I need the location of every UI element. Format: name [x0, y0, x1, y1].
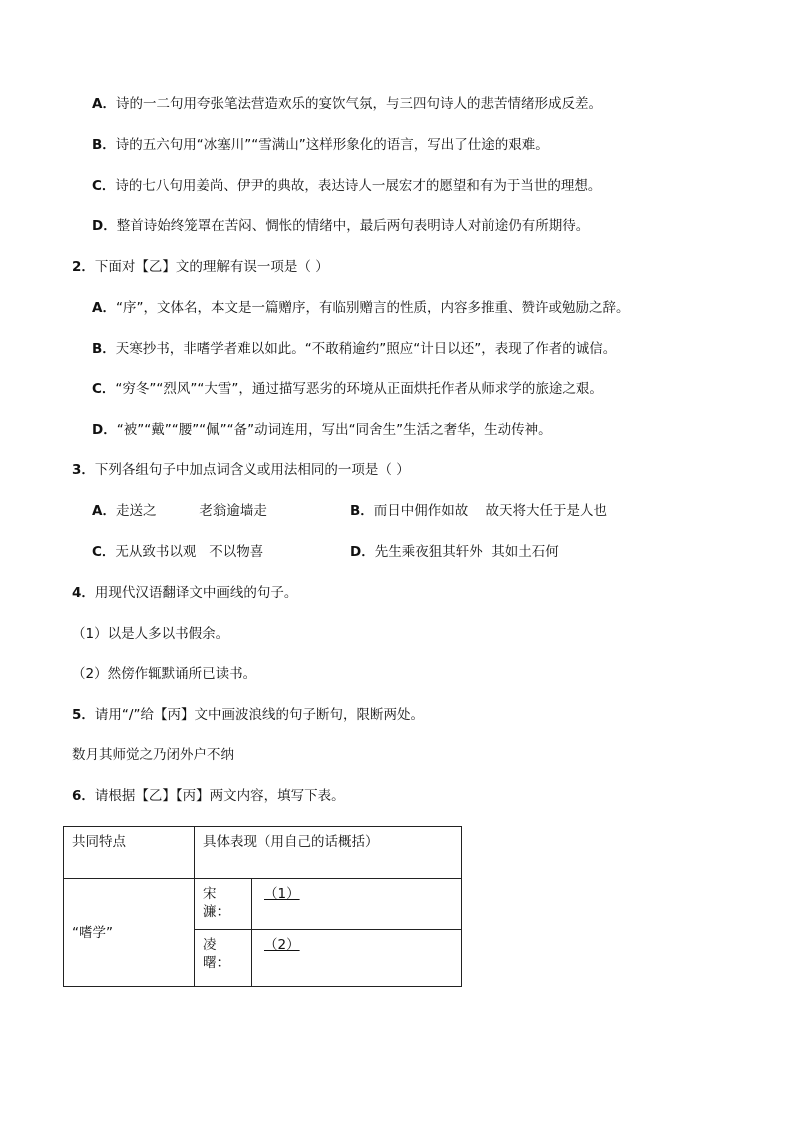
q1-option-c: [92, 177, 601, 195]
option-label: D．: [350, 544, 375, 560]
q1-option-a: [92, 95, 602, 113]
q1-option-b: [92, 136, 549, 154]
option-text: “序”，文体名，本文是一篇赠序，有临别赠言的性质，内容多推重、赞许或勉励之辞。: [115, 300, 630, 316]
q3-option-c: [92, 543, 263, 561]
option-text: 整首诗始终笼罩在苦闷、惆怅的情绪中，最后两句表明诗人对前途仍有所期待。: [116, 218, 590, 234]
question-number: 3．: [72, 462, 95, 478]
option-text: “穷冬”“烈风”“大雪”，通过描写恶劣的环境从正面烘托作者从师求学的旅途之艰。: [115, 381, 603, 397]
q2-option-d: [92, 421, 552, 439]
option-label: B．: [92, 341, 116, 357]
option-label: B．: [92, 137, 116, 153]
option-text: 先生乘夜狙其轩外 其如土石何: [374, 544, 559, 560]
q4-stem: [72, 584, 297, 602]
question-text: 下列各组句子中加点词含义或用法相同的一项是（ ）: [94, 462, 410, 478]
q2-option-a: [92, 299, 629, 317]
entry-name: 凌曙：: [195, 930, 252, 987]
question-text: 下面对【乙】文的理解有误一项是（ ）: [94, 259, 329, 275]
header-common-trait: 共同特点: [64, 827, 195, 879]
option-text: 天寒抄书，非嗜学者难以如此。“不敢稍逾约”照应“计日以还”，表现了作者的诚信。: [115, 341, 617, 357]
option-text: 而日中佣作如故 故天将大任于是人也: [373, 503, 607, 519]
question-number: 5．: [72, 707, 95, 723]
option-text: 走送之 老翁逾墙走: [115, 503, 267, 519]
question-number: 4．: [72, 585, 95, 601]
answer-blank-2[interactable]: （2）: [264, 937, 300, 953]
q4-item-1: （1）以是人多以书假余。: [72, 626, 230, 642]
question-number: 2．: [72, 259, 95, 275]
table-row: [64, 879, 462, 930]
header-specific-performance: 具体表现（用自己的话概括）: [195, 827, 462, 879]
option-label: A．: [92, 300, 116, 316]
answer-table: [63, 826, 462, 987]
option-text: “被”“戴”“腰”“佩”“备”动词连用，写出“同舍生”生活之奢华，生动传神。: [116, 422, 552, 438]
q2-option-c: [92, 380, 603, 398]
question-text: 请根据【乙】【丙】两文内容，填写下表。: [94, 788, 345, 804]
option-label: D．: [92, 422, 117, 438]
question-text: 请用“/”给【丙】文中画波浪线的句子断句，限断两处。: [94, 707, 424, 723]
q3-option-d: [350, 543, 559, 561]
q4-item-2: （2）然傍作辄默诵所已读书。: [72, 666, 257, 682]
entry-answer-cell[interactable]: [252, 930, 462, 987]
q3-stem: [72, 461, 410, 479]
question-number: 6．: [72, 788, 95, 804]
row-label-shixue: “嗜学”: [64, 879, 195, 987]
q3-option-a: [92, 502, 267, 520]
entry-answer-cell[interactable]: [252, 879, 462, 930]
table-header-row: [64, 827, 462, 879]
q5-sentence: 数月其师觉之乃闭外户不纳: [72, 747, 234, 763]
option-label: B．: [350, 503, 374, 519]
option-label: C．: [92, 544, 116, 560]
q5-stem: [72, 706, 424, 724]
answer-blank-1[interactable]: （1）: [264, 886, 300, 902]
entry-name: 宋濂：: [195, 879, 252, 930]
option-label: C．: [92, 381, 116, 397]
option-text: 诗的七八句用姜尚、伊尹的典故，表达诗人一展宏才的愿望和有为于当世的理想。: [115, 178, 602, 194]
q1-option-d: [92, 217, 589, 235]
option-label: A．: [92, 96, 116, 112]
q6-stem: [72, 787, 345, 805]
option-label: C．: [92, 178, 116, 194]
option-label: D．: [92, 218, 117, 234]
option-text: 无从致书以观 不以物喜: [115, 544, 264, 560]
q3-option-b: [350, 502, 607, 520]
q2-option-b: [92, 340, 616, 358]
question-text: 用现代汉语翻译文中画线的句子。: [94, 585, 298, 601]
q2-stem: [72, 258, 329, 276]
option-text: 诗的一二句用夸张笔法营造欢乐的宴饮气氛，与三四句诗人的悲苦情绪形成反差。: [115, 96, 602, 112]
option-label: A．: [92, 503, 116, 519]
option-text: 诗的五六句用“冰塞川”“雪满山”这样形象化的语言，写出了仕途的艰难。: [115, 137, 549, 153]
